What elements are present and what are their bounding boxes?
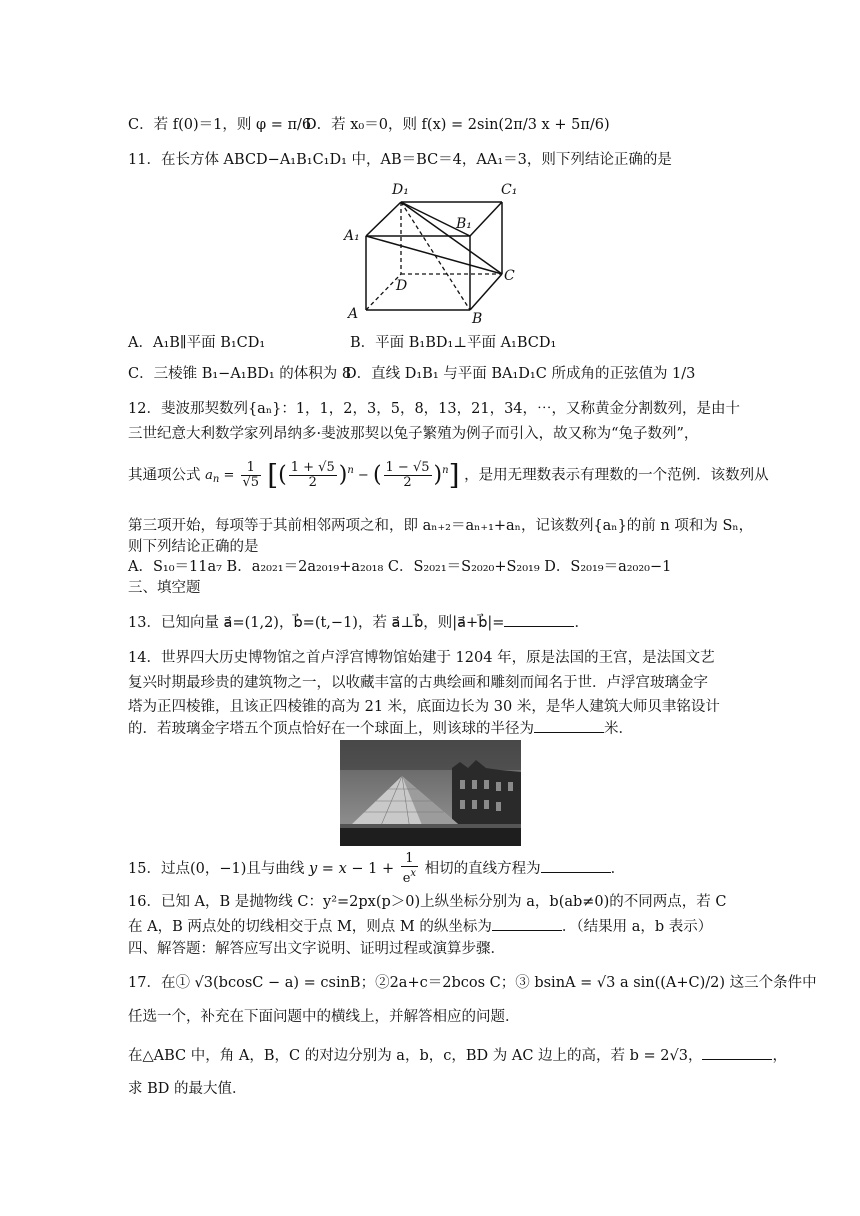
q11-option-d: D．直线 D₁B₁ 与平面 BA₁D₁C 所成角的正弦值为 1/3 <box>345 366 696 382</box>
q17-line2: 任选一个，补充在下面问题中的横线上，并解答相应的问题． <box>128 1009 520 1025</box>
label-c: C <box>504 268 515 284</box>
q11-stem: 11．在长方体 ABCD−A₁B₁C₁D₁ 中，AB＝BC＝4，AA₁＝3，则下列结论正确的是 <box>128 152 672 168</box>
q14-line1: 14．世界四大历史博物馆之首卢浮宫博物馆始建于 1204 年，原是法国的王宫，是法国文艺 <box>128 650 715 666</box>
q16-line2: 在 A，B 两点处的切线相交于点 M，则点 M 的纵坐标为 ．（结果用 a，b 表示） <box>128 916 712 937</box>
label-b1: B₁ <box>456 216 472 232</box>
label-c1: C₁ <box>501 182 518 198</box>
label-a1: A₁ <box>344 228 360 244</box>
q16-line1: 16．已知 A，B 是抛物线 C：y²=2px(p＞0)上纵坐标分别为 a，b(ab≠0)的不同两点，若 C <box>128 894 727 910</box>
q14-line4: 的．若玻璃金字塔五个顶点恰好在一个球面上，则该球的半径为 米． <box>128 718 633 739</box>
q10-option-c: C．若 f(0)＝1，则 φ = π/6 <box>128 117 312 133</box>
q11-option-c: C．三棱锥 B₁−A₁BD₁ 的体积为 8 <box>128 366 352 382</box>
q12-line1: 12．斐波那契数列{aₙ}：1，1，2，3，5，8，13，21，34，⋯，又称黄金分割数列，是由十 <box>128 401 741 417</box>
q13: 13．已知向量 a⃗=(1,2)，b⃗=(t,−1)，若 a⃗⊥b⃗，则|a⃗+b⃗|= ． <box>128 612 589 633</box>
q11-option-a: A．A₁B∥平面 B₁CD₁ <box>128 335 266 351</box>
q13-blank <box>504 612 574 627</box>
fibonacci-formula: $a_n$ = $\frac{1}{√5}$ [( $\frac{1 + √5}{2}$ )$^n$ − ( $\frac{1 - √5}{2}$ )$^n$] <box>205 458 460 492</box>
section-solution-heading: 四、解答题：解答应写出文字说明、证明过程或演算步骤． <box>128 941 505 957</box>
q14-line2: 复兴时期最珍贵的建筑物之一，以收藏丰富的古典绘画和雕刻而闻名于世．卢浮宫玻璃金字 <box>128 675 708 691</box>
label-a: A <box>348 306 359 322</box>
q12-options: A．S₁₀＝11a₇ B．a₂₀₂₁＝2a₂₀₁₉+a₂₀₁₈ C．S₂₀₂₁＝S₂₀₂₀+S₂₀₁₉ D．S₂₀₁₉＝a₂₀₂₀−1 <box>128 559 672 575</box>
label-d: D <box>396 278 408 294</box>
q15-blank <box>541 858 611 873</box>
q11-option-b: B．平面 B₁BD₁⊥平面 A₁BCD₁ <box>350 335 557 351</box>
q12-line4: 第三项开始，每项等于其前相邻两项之和，即 aₙ₊₂＝aₙ₊₁+aₙ，记该数列{aₙ}的前 n 项和为 Sₙ， <box>128 518 754 534</box>
cuboid-figure <box>336 176 536 324</box>
q17-line4: 求 BD 的最大值． <box>128 1081 247 1097</box>
q14-line3: 塔为正四棱锥，且该正四棱锥的高为 21 米，底面边长为 30 米，是华人建筑大师贝聿铭设计 <box>128 699 720 715</box>
q10-option-d: D．若 x₀＝0，则 f(x) = 2sin(2π/3 x + 5π/6) <box>305 117 610 133</box>
q16-blank <box>492 916 562 931</box>
q12-line2: 三世纪意大利数学家列昂纳多·斐波那契以兔子繁殖为例子而引入，故又称为“兔子数列”， <box>128 426 699 442</box>
q17-line1: 17．在① √3(bcosC − a) = csinB；②2a+c＝2bcos C；③ bsinA = √3 a sin((A+C)/2) 这三个条件中 <box>128 975 817 991</box>
louvre-pyramid-photo <box>340 740 521 846</box>
label-d1: D₁ <box>392 182 409 198</box>
q17-blank <box>702 1045 772 1060</box>
q14-blank <box>534 718 604 733</box>
label-b: B <box>472 311 483 324</box>
section-fill-in-heading: 三、填空题 <box>128 580 201 596</box>
curve-equation: y = x − 1 + $\frac{1}{e^x}$ <box>308 851 417 886</box>
q12-line5: 则下列结论正确的是 <box>128 539 259 555</box>
q17-line3: 在△ABC 中，角 A，B，C 的对边分别为 a，b，c，BD 为 AC 边上的高，若 b = 2√3， ， <box>128 1045 787 1066</box>
q12-formula-line: 其通项公式 $a_n$ = $\frac{1}{√5}$ [( $\frac{1 + √5}{2}$ )$^n$ − ( $\frac{1 - √5}{2}$ )$^n$] ，是用无理数表示有理数的一个范例．该数列从 <box>128 456 769 495</box>
q15: 15．过点(0，−1)且与曲线 y = x − 1 + $\frac{1}{e^x}$ 相切的直线方程为 ． <box>128 851 626 886</box>
